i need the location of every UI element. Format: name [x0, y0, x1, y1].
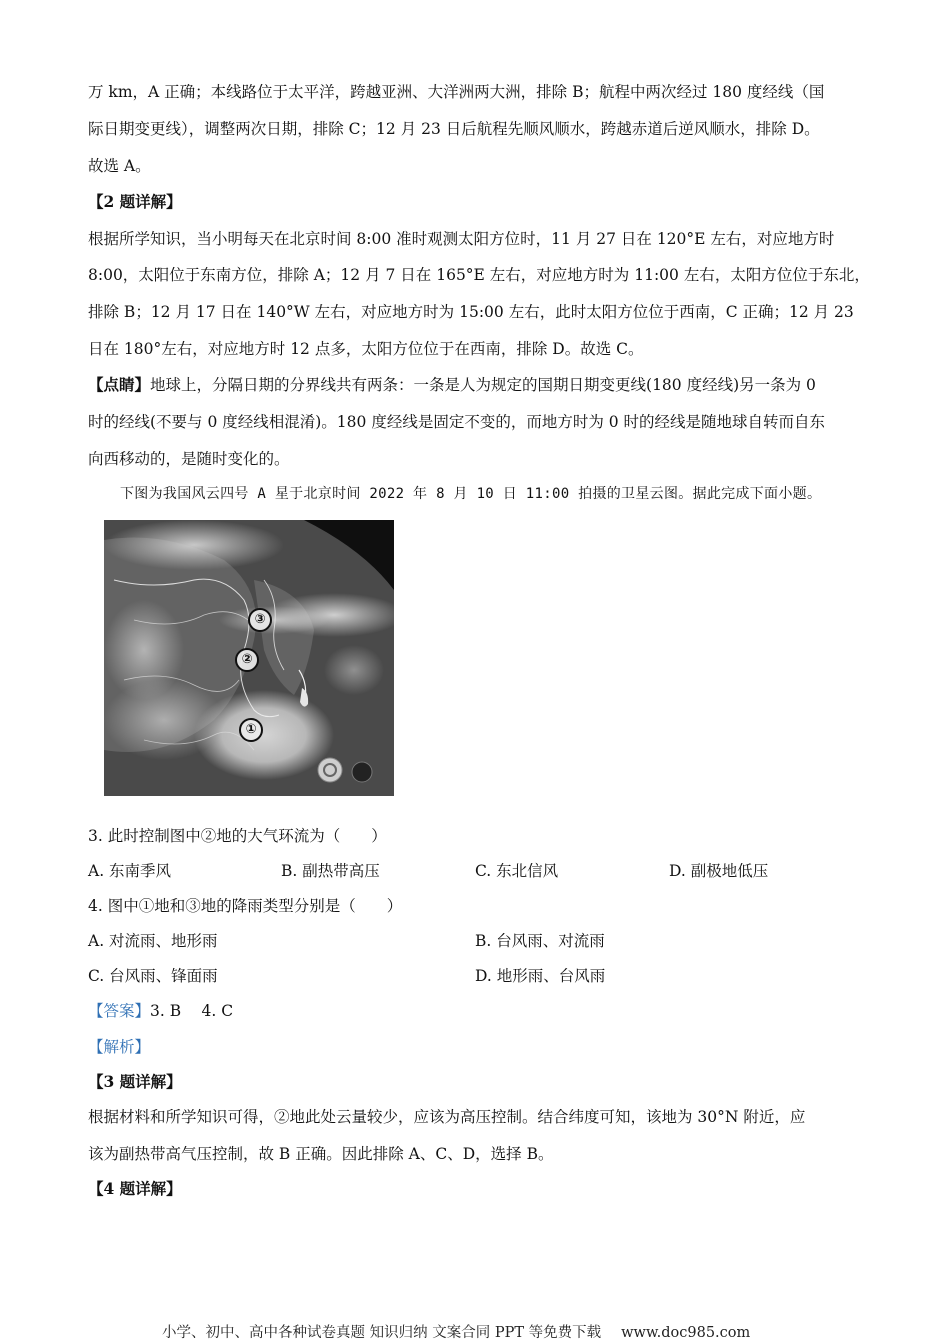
- paragraph-line: 万 km，A 正确；本线路位于太平洋，跨越亚洲、大洋洲两大洲，排除 B；航程中两次经过 180 度经线（国: [88, 83, 825, 101]
- section-heading-q2-detail: 【2 题详解】: [88, 192, 182, 211]
- page-footer: [162, 1323, 750, 1343]
- footer-text: 小学、初中、高中各种试卷真题 知识归纳 文案合同 PPT 等免费下载: [162, 1325, 602, 1341]
- footer-url[interactable]: www.doc985.com: [621, 1325, 751, 1341]
- q4-option-b: B. 台风雨、对流雨: [475, 932, 605, 950]
- q3-option-d: D. 副极地低压: [669, 862, 769, 880]
- paragraph-text: 地球上，分隔日期的分界线共有两条：一条是人为规定的国期日期变更线(180 度经线)另一条为 0: [150, 376, 816, 394]
- marker-2: ②: [235, 648, 259, 672]
- paragraph-line: 向西移动的，是随时变化的。: [88, 450, 290, 468]
- question-3-stem: 3. 此时控制图中②地的大气环流为（ ）: [88, 827, 387, 845]
- satellite-cloud-image: [104, 520, 394, 796]
- dianjing-paragraph: [88, 375, 816, 395]
- analysis-label: 【解析】: [88, 1038, 151, 1056]
- paragraph-line: 根据所学知识，当小明每天在北京时间 8:00 准时观测太阳方位时，11 月 27 日在 120°E 左右，对应地方时: [88, 230, 835, 248]
- answer-line: [88, 1001, 233, 1021]
- question-4-stem: 4. 图中①地和③地的降雨类型分别是（ ）: [88, 897, 403, 915]
- answer-text: 3. B 4. C: [150, 1002, 234, 1020]
- q3-option-c: C. 东北信风: [475, 862, 559, 880]
- section-heading-q4-detail: 【4 题详解】: [88, 1179, 182, 1198]
- q4-option-c: C. 台风雨、锋面雨: [88, 967, 218, 985]
- marker-1: ①: [239, 718, 263, 742]
- paragraph-line: 8:00，太阳位于东南方位，排除 A；12 月 7 日在 165°E 左右，对应地方时为 11:00 左右，太阳方位位于东北，: [88, 266, 870, 284]
- q3-option-b: B. 副热带高压: [281, 862, 380, 880]
- paragraph-line: 排除 B；12 月 17 日在 140°W 左右，对应地方时为 15:00 左右，此时太阳方位位于西南，C 正确；12 月 23: [88, 303, 854, 321]
- figure-intro: 下图为我国风云四号 A 星于北京时间 2022 年 8 月 10 日 11:00 拍摄的卫星云图。据此完成下面小题。: [120, 486, 822, 502]
- paragraph-line: 故选 A。: [88, 157, 151, 175]
- marker-3: ③: [248, 608, 272, 632]
- paragraph-line: 根据材料和所学知识可得，②地此处云量较少，应该为高压控制。结合纬度可知，该地为 30°N 附近，应: [88, 1108, 806, 1126]
- paragraph-line: 际日期变更线），调整两次日期，排除 C；12 月 23 日后航程先顺风顺水，跨越赤道后逆风顺水，排除 D。: [88, 120, 820, 138]
- paragraph-line: 该为副热带高气压控制，故 B 正确。因此排除 A、C、D，选择 B。: [88, 1145, 554, 1163]
- section-heading-q3-detail: 【3 题详解】: [88, 1072, 182, 1091]
- paragraph-line: 时的经线(不要与 0 度经线相混淆)。180 度经线是固定不变的，而地方时为 0 时的经线是随地球自转而自东: [88, 413, 826, 431]
- q4-option-a: A. 对流雨、地形雨: [88, 932, 218, 950]
- dianjing-label: 【点睛】: [88, 375, 151, 394]
- paragraph-line: 日在 180°左右，对应地方时 12 点多，太阳方位位于在西南，排除 D。故选 C。: [88, 340, 644, 358]
- answer-label: 【答案】: [88, 1002, 151, 1020]
- q3-option-a: A. 东南季风: [88, 862, 172, 880]
- q4-option-d: D. 地形雨、台风雨: [475, 967, 606, 985]
